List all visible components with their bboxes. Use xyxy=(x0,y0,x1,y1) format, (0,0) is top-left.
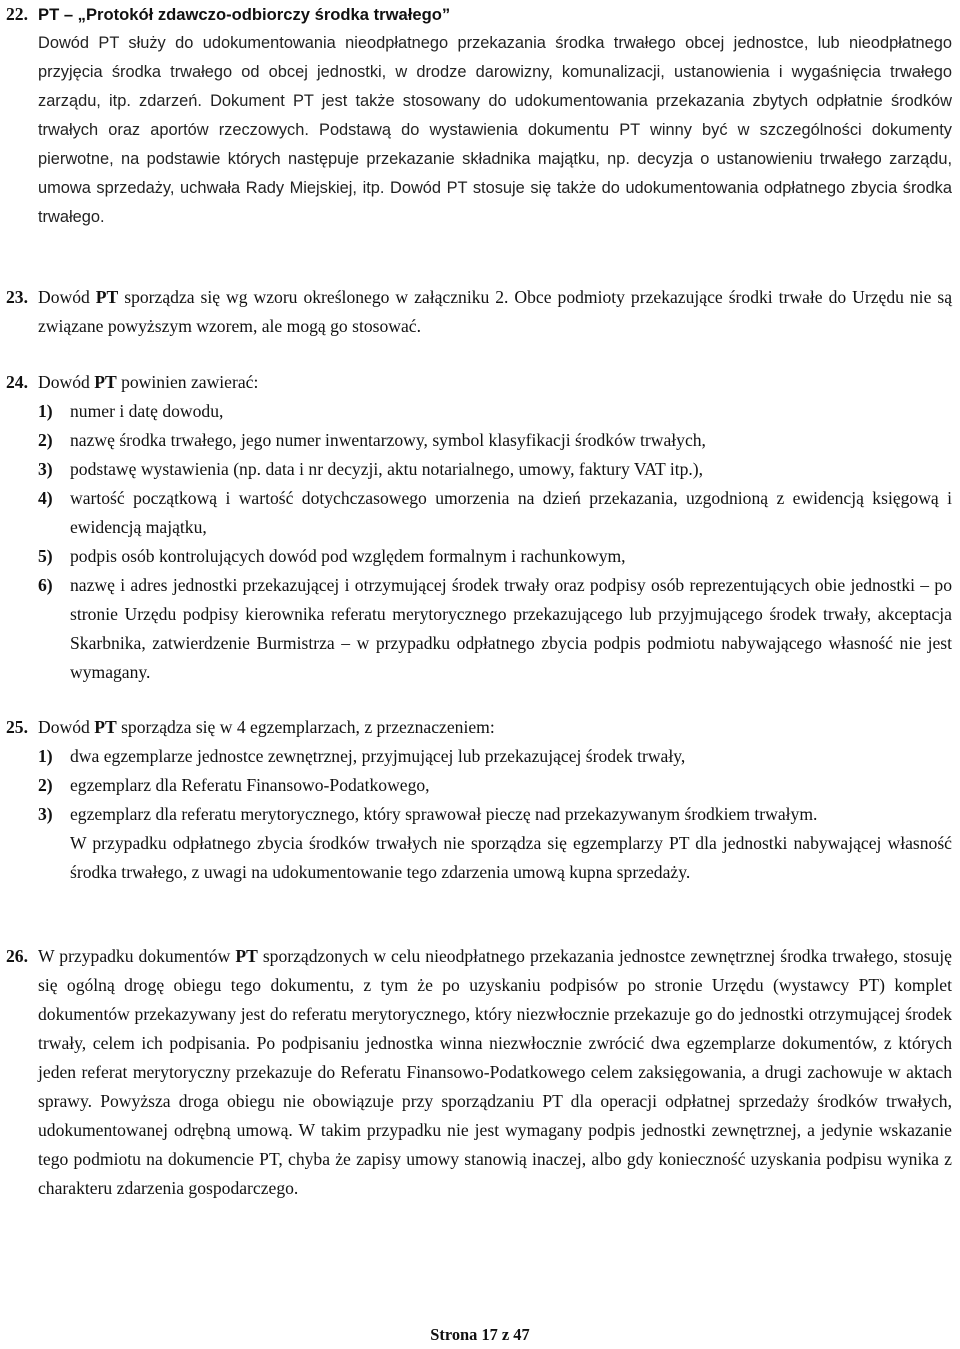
body-text: W przypadku dokumentów xyxy=(38,946,236,966)
list-item-text: wartość początkową i wartość dotychczasowego umorzenia na dzień przekazania, uzgodnioną z ewidencją księgową i ewidencją majątku, xyxy=(70,488,952,537)
list-item-text: podpis osób kontrolujących dowód pod względem formalnym i rachunkowym, xyxy=(70,546,626,566)
list-item-number: 3) xyxy=(38,459,53,479)
list-item-number: 1) xyxy=(38,401,53,421)
list-item-number: 6) xyxy=(38,575,53,595)
section-body: Dowód PT służy do udokumentowania nieodpłatnego przekazania środka trwałego obcej jednostce, lub nieodpłatnego przyjęcia środka trwałego od obcej jednostki, w drodze darowizny, komunalizacji, ustanowienia i wygaśnięcia trwałego zarządu, itp. zdarzeń. Dokument PT jest także stosowany do udokumentowania przekazania zbytych odpłatnie środków trwałych oraz aportów rzeczowych. Podstawą do wystawienia dokumentu PT winny być w szczególności dokumenty pierwotne, na podstawie których następuje przekazanie składnika majątku, np. decyzja o ustanowieniu trwałego zarządu, umowa sprzedaży, uchwała Rady Miejskiej, itp. Dowód PT stosuje się także do udokumentowania odpłatnego zbycia środka trwałego. xyxy=(38,34,952,226)
body-text: powinien zawierać: xyxy=(116,372,259,392)
section-intro xyxy=(38,713,952,742)
list-item-text: nazwę i adres jednostki przekazującej i otrzymującej środek trwały oraz podpisy osób reprezentujących obie jednostki – po stronie Urzędu podpisy kierownika referatu merytorycznego przekazującego lub przyjmującego środek trwały, akceptacja Skarbnika, zatwierdzenie Burmistrza – w przypadku odpłatnego zbycia podpis podmiotu nabywającego własność nie jest wymagany. xyxy=(70,575,952,682)
section-note: W przypadku odpłatnego zbycia środków trwałych nie sporządza się egzemplarzy PT dla jednostki nabywającej własność środka trwałego, z uwagi na udokumentowanie tego zdarzenia umową kupna sprzedaży. xyxy=(70,833,952,882)
list-item-text: egzemplarz dla Referatu Finansowo-Podatkowego, xyxy=(70,775,430,795)
list-item-number: 1) xyxy=(38,746,53,766)
section-number: 25. xyxy=(6,717,28,737)
list-item-number: 2) xyxy=(38,430,53,450)
list-item-number: 5) xyxy=(38,546,53,566)
body-text: Dowód xyxy=(38,287,96,307)
list-item-text: nazwę środka trwałego, jego numer inwentarzowy, symbol klasyfikacji środków trwałych, xyxy=(70,430,706,450)
doc-code: PT xyxy=(235,946,258,966)
list-item-number: 3) xyxy=(38,804,53,824)
page-number-footer: Strona 17 z 47 xyxy=(430,1325,530,1344)
section-title: PT – „Protokół zdawczo-odbiorczy środka trwałego” xyxy=(38,5,451,24)
doc-code: PT xyxy=(95,287,119,307)
section-number: 23. xyxy=(6,287,28,307)
list-item-number: 4) xyxy=(38,488,53,508)
section-body xyxy=(38,942,952,1203)
body-text: sporządza się wg wzoru określonego w załączniku 2. Obce podmioty przekazujące środki trwałe do Urzędu nie są związane powyższym wzorem, ale mogą go stosować. xyxy=(38,287,952,336)
list-item-text: dwa egzemplarze jednostce zewnętrznej, przyjmującej lub przekazującej środek trwały, xyxy=(70,746,686,766)
list-item-number: 2) xyxy=(38,775,53,795)
body-text: sporządza się w 4 egzemplarzach, z przeznaczeniem: xyxy=(116,717,495,737)
section-number: 24. xyxy=(6,372,28,392)
list-item-text: numer i datę dowodu, xyxy=(70,401,224,421)
section-number: 26. xyxy=(6,946,28,966)
body-text: Dowód xyxy=(38,717,95,737)
section-body xyxy=(38,283,952,341)
section-intro xyxy=(38,368,952,397)
list-item-text: egzemplarz dla referatu merytorycznego, który sprawował pieczę nad przekazywanym środkiem trwałym. xyxy=(70,804,818,824)
body-text: sporządzonych w celu nieodpłatnego przekazania jednostce zewnętrznej środka trwałego, stosuję się ogólną drogę obiegu tego dokumentu, z tym że po uzyskaniu podpisów po stronie Urzędu (wystawcy PT) komplet dokumentów przekazywany jest do referatu merytorycznego, który niezwłocznie przekazuje go do jednostki otrzymującej środek trwały, celem ich podpisania. Po podpisaniu jednostka winna niezwłocznie zwrócić dwa egzemplarze dokumentów, z których jeden referat merytoryczny przekazuje do Referatu Finansowo-Podatkowego celem zaksięgowania, a drugi zachowuje w aktach sprawy. Powyższa droga obiegu nie obowiązuje przy sporządzaniu PT dla operacji odpłatnej sprzedaży środków trwałych, udokumentowanej odrębną umową. W takim przypadku nie jest wymagany podpis jednostki zewnętrznej, a jedynie wskazanie tego podmiotu na dokumencie PT, chyba że zapisy umowy stanowią inaczej, albo gdy konieczność uzyskania podpisu wynika z charakteru zdarzenia gospodarczego. xyxy=(38,946,952,1198)
doc-code: PT xyxy=(94,717,117,737)
list-item-text: podstawę wystawienia (np. data i nr decyzji, aktu notarialnego, umowy, faktury VAT itp.), xyxy=(70,459,704,479)
section-number: 22. xyxy=(6,4,28,24)
doc-code: PT xyxy=(94,372,117,392)
body-text: Dowód xyxy=(38,372,95,392)
